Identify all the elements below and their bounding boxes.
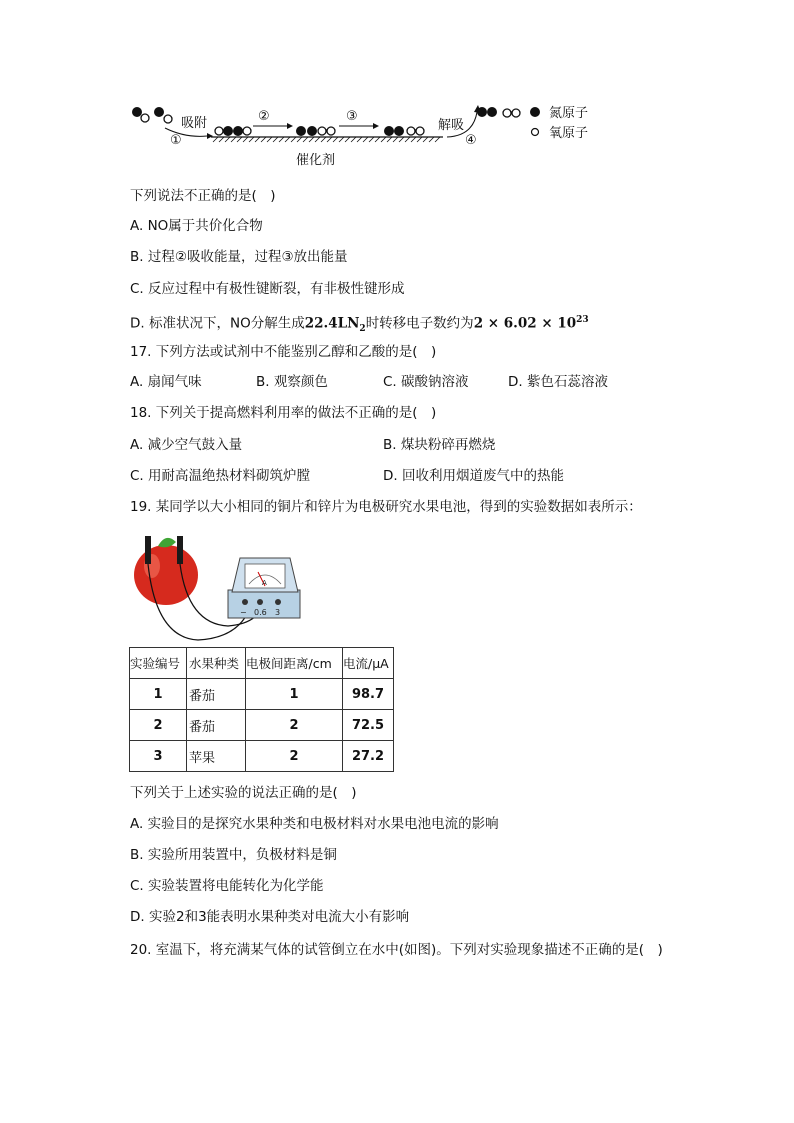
table-cell: 番茄 — [187, 679, 246, 710]
legend-n-marker — [530, 107, 540, 117]
electrode-copper — [145, 536, 151, 564]
n-atom — [296, 126, 306, 136]
terminal-3 — [275, 599, 281, 605]
arrow-head — [373, 123, 379, 129]
terminal-06-label: 0.6 — [254, 608, 267, 617]
q16-stem: 下列说法不正确的是( ) — [130, 188, 276, 204]
q19-option-b: B. 实验所用装置中，负极材料是铜 — [130, 847, 337, 863]
q18-option-d: D. 回收利用烟道废气中的热能 — [383, 468, 564, 484]
o-atom — [327, 127, 335, 135]
n-atom — [384, 126, 394, 136]
table-cell: 1 — [246, 679, 343, 710]
table-cell: 27.2 — [343, 741, 394, 772]
terminal-neg-label: − — [240, 608, 247, 617]
header-cell: 电流/μA — [343, 648, 394, 679]
q19-option-a: A. 实验目的是探究水果种类和电极材料对水果电池电流的影响 — [130, 816, 499, 832]
q16-option-d — [130, 310, 589, 339]
n-atom — [394, 126, 404, 136]
q17-option-c: C. 碳酸钠溶液 — [383, 374, 469, 390]
q17-option-b: B. 观察颜色 — [256, 374, 328, 390]
o-atom — [512, 109, 520, 117]
table-row — [130, 679, 394, 710]
table-row — [130, 741, 394, 772]
n-atom — [132, 107, 142, 117]
arrow-head — [287, 123, 293, 129]
q16-d-sub: 2 — [359, 324, 366, 335]
q16-option-a: A. NO属于共价化合物 — [130, 218, 263, 234]
o-atom — [215, 127, 223, 135]
step4-label: 解吸 — [438, 118, 465, 133]
legend-o-marker — [532, 129, 539, 136]
n-atom — [477, 107, 487, 117]
q16-d-exp: 23 — [576, 315, 589, 325]
step1-label: 吸附 — [181, 116, 208, 131]
step1-number: ① — [170, 133, 182, 148]
q16-d-prefix: D. 标准状况下，NO分解生成 — [130, 315, 305, 332]
table-cell: 番茄 — [187, 710, 246, 741]
o-atom — [164, 115, 172, 123]
terminal-3-label: 3 — [275, 608, 281, 617]
q19-option-d: D. 实验2和3能表明水果种类对电流大小有影响 — [130, 909, 410, 925]
catalyst-label: 催化剂 — [296, 153, 336, 168]
o-atom — [407, 127, 415, 135]
header-cell: 电极间距离/cm — [246, 648, 343, 679]
q17-stem: 17. 下列方法或试剂中不能鉴别乙醇和乙酸的是( ) — [130, 344, 437, 360]
table-cell: 2 — [246, 710, 343, 741]
q19-stem2: 下列关于上述实验的说法正确的是( ) — [130, 785, 357, 801]
q16-d-amount: 22.4L — [304, 315, 348, 332]
table-header-row — [130, 648, 394, 679]
step4-number: ④ — [465, 133, 477, 148]
step2-number: ② — [258, 109, 270, 124]
q16-option-c: C. 反应过程中有极性键断裂，有非极性键形成 — [130, 281, 405, 297]
legend-o-label: 氧原子 — [549, 126, 589, 141]
n-atom — [307, 126, 317, 136]
table-cell: 1 — [130, 679, 187, 710]
table-cell: 苹果 — [187, 741, 246, 772]
table-cell: 72.5 — [343, 710, 394, 741]
legend-n-label: 氮原子 — [549, 106, 589, 121]
q16-d-species: N — [347, 315, 360, 332]
n-atom — [223, 126, 233, 136]
fruit-battery-illustration — [128, 530, 303, 645]
table-cell: 2 — [130, 710, 187, 741]
q18-option-a: A. 减少空气鼓入量 — [130, 437, 243, 453]
o-atom — [416, 127, 424, 135]
header-cell: 实验编号 — [130, 648, 187, 679]
q16-option-b: B. 过程②吸收能量，过程③放出能量 — [130, 249, 348, 265]
table-row — [130, 710, 394, 741]
experiment-table — [129, 647, 394, 772]
q18-stem: 18. 下列关于提高燃料利用率的做法不正确的是( ) — [130, 405, 437, 421]
table-cell: 3 — [130, 741, 187, 772]
ammeter-label: A — [262, 579, 267, 587]
arrow-head — [207, 133, 213, 139]
o-atom — [318, 127, 326, 135]
table-cell: 98.7 — [343, 679, 394, 710]
q20-stem: 20. 室温下，将充满某气体的试管倒立在水中(如图)。下列对实验现象描述不正确的是( ) — [130, 942, 663, 958]
q17-option-d: D. 紫色石蕊溶液 — [508, 374, 608, 390]
o-atom — [503, 109, 511, 117]
q19-stem: 19. 某同学以大小相同的铜片和锌片为电极研究水果电池，得到的实验数据如表所示： — [130, 499, 642, 515]
terminal-neg — [242, 599, 248, 605]
q16-d-middle: 时转移电子数约为 — [365, 315, 474, 332]
n-atom — [233, 126, 243, 136]
q18-option-b: B. 煤块粉碎再燃烧 — [383, 437, 496, 453]
header-cell: 水果种类 — [187, 648, 246, 679]
n-atom — [154, 107, 164, 117]
n-atom — [487, 107, 497, 117]
catalysis-diagram — [125, 100, 605, 175]
q17-option-a: A. 扇闻气味 — [130, 374, 202, 390]
electrode-zinc — [177, 536, 183, 564]
o-atom — [243, 127, 251, 135]
q18-option-c: C. 用耐高温绝热材料砌筑炉膛 — [130, 468, 311, 484]
q19-option-c: C. 实验装置将电能转化为化学能 — [130, 878, 324, 894]
o-atom — [141, 114, 149, 122]
q16-d-value: 2 × 6.02 × 10 — [473, 315, 577, 332]
terminal-06 — [257, 599, 263, 605]
step3-number: ③ — [346, 109, 358, 124]
surface-hatch — [213, 137, 440, 142]
table-cell: 2 — [246, 741, 343, 772]
